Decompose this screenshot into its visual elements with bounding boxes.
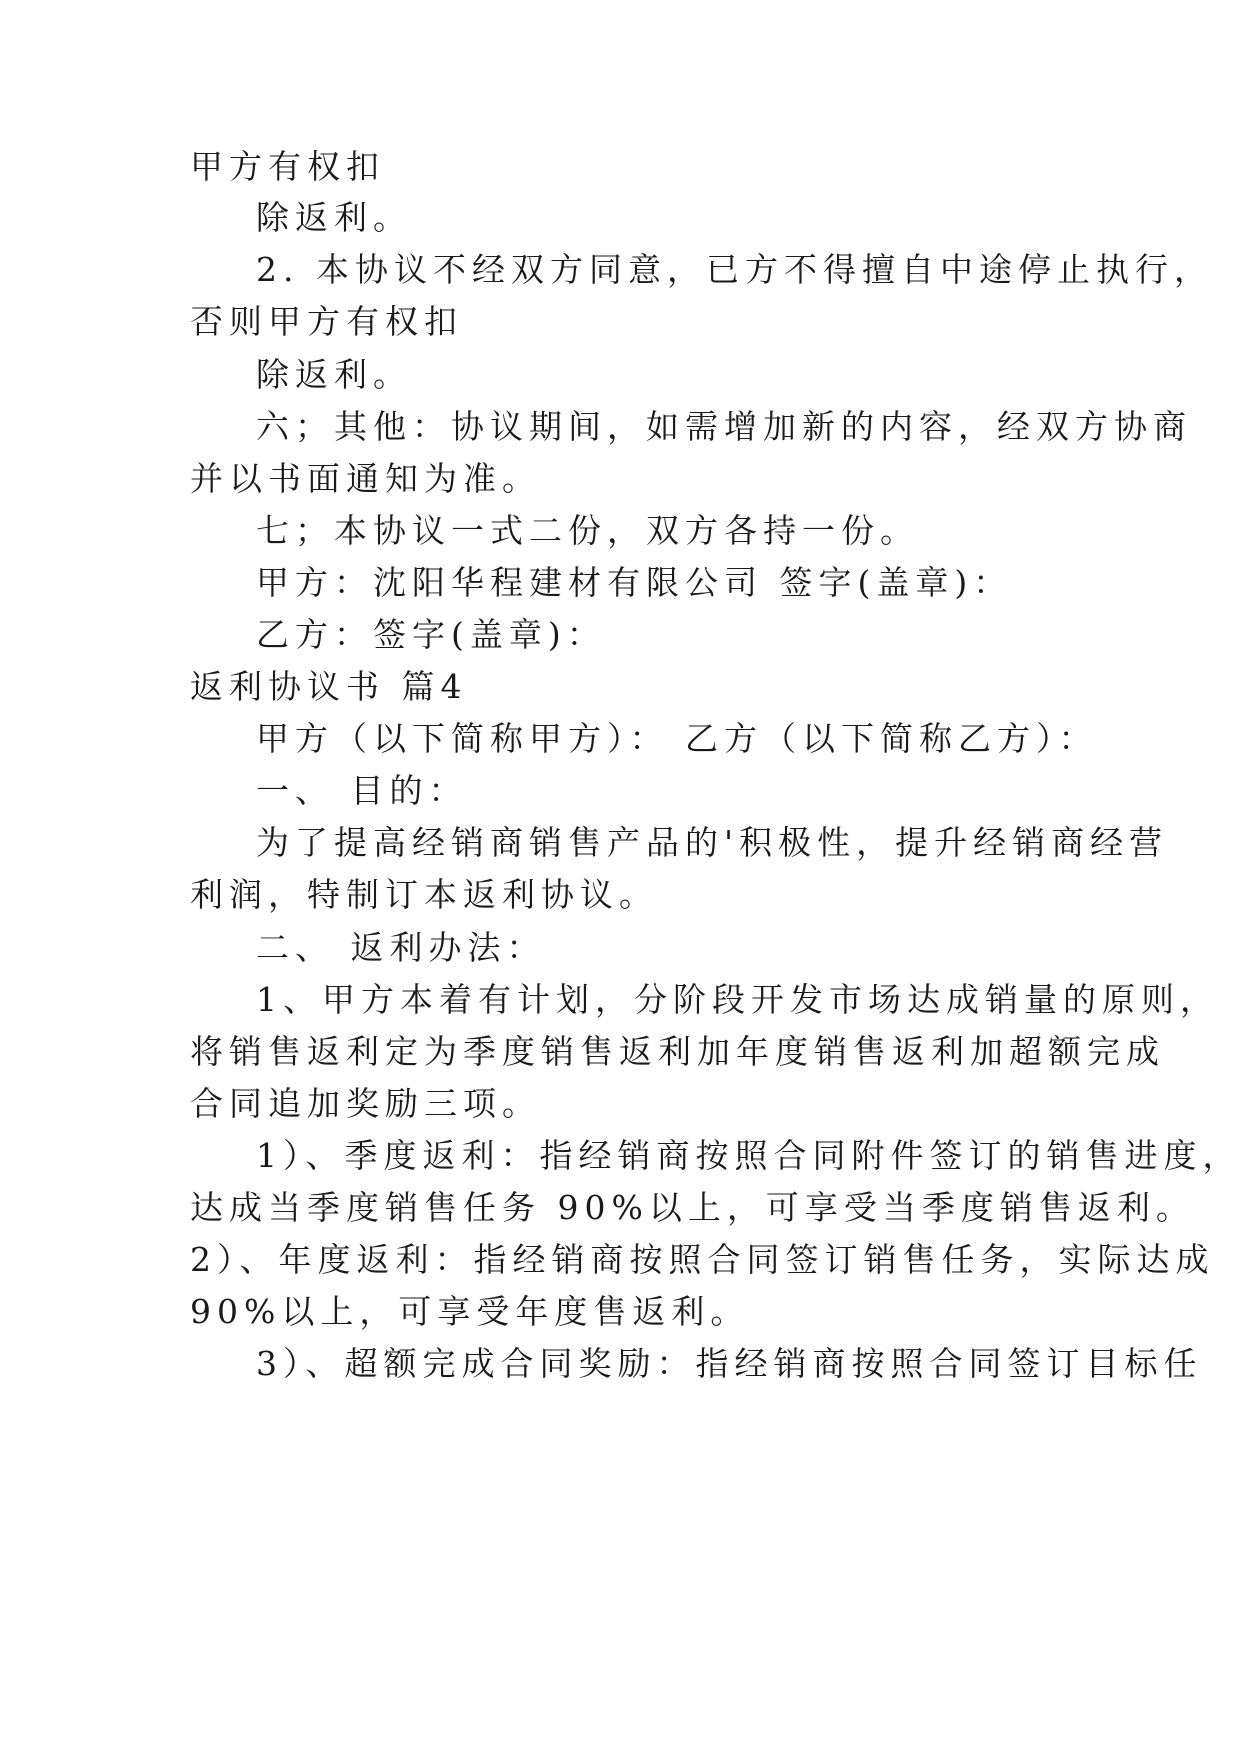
text-line: 乙方：签字(盖章)： [256,615,606,654]
text-line: 除返利。 [256,198,412,237]
text-line: 甲方：沈阳华程建材有限公司 签字(盖章)： [256,563,1013,602]
text-line: 2）、年度返利：指经销商按照合同签订销售任务，实际达成 [190,1240,1215,1279]
text-line: 达成当季度销售任务 90%以上，可享受当季度销售返利。 [190,1188,1195,1227]
text-line: 合同追加奖励三项。 [190,1084,541,1123]
text-line: 六；其他：协议期间，如需增加新的内容，经双方协商 [256,407,1192,446]
text-line: 90%以上，可享受年度售返利。 [190,1292,750,1331]
text-line: 1、甲方本着有计划，分阶段开发市场达成销量的原则， [256,980,1219,1019]
text-line: 1）、季度返利：指经销商按照合同附件签订的销售进度， [256,1136,1241,1175]
text-line: 为了提高经销商销售产品的'积极性，提升经销商经营 [256,823,1169,862]
text-line: 七；本协议一式二份，双方各持一份。 [256,511,919,550]
text-line: 将销售返利定为季度销售返利加年度销售返利加超额完成 [190,1032,1165,1071]
text-line: 利润，特制订本返利协议。 [190,875,658,914]
text-line: 甲方有权扣 [190,147,385,186]
text-line: 2. 本协议不经双方同意，已方不得擅自中途停止执行， [256,250,1213,289]
text-line: 3）、超额完成合同奖励：指经销商按照合同签订目标任 [256,1344,1203,1383]
text-line: 除返利。 [256,355,412,394]
text-line: 甲方（以下简称甲方）： 乙方（以下简称乙方）： [256,719,1098,758]
text-line: 一、 目的： [256,771,468,810]
text-line: 否则甲方有权扣 [190,302,463,341]
text-line: 并以书面通知为准。 [190,459,541,498]
text-line: 二、 返利办法： [256,928,546,967]
section-heading: 返利协议书 篇4 [190,667,468,706]
